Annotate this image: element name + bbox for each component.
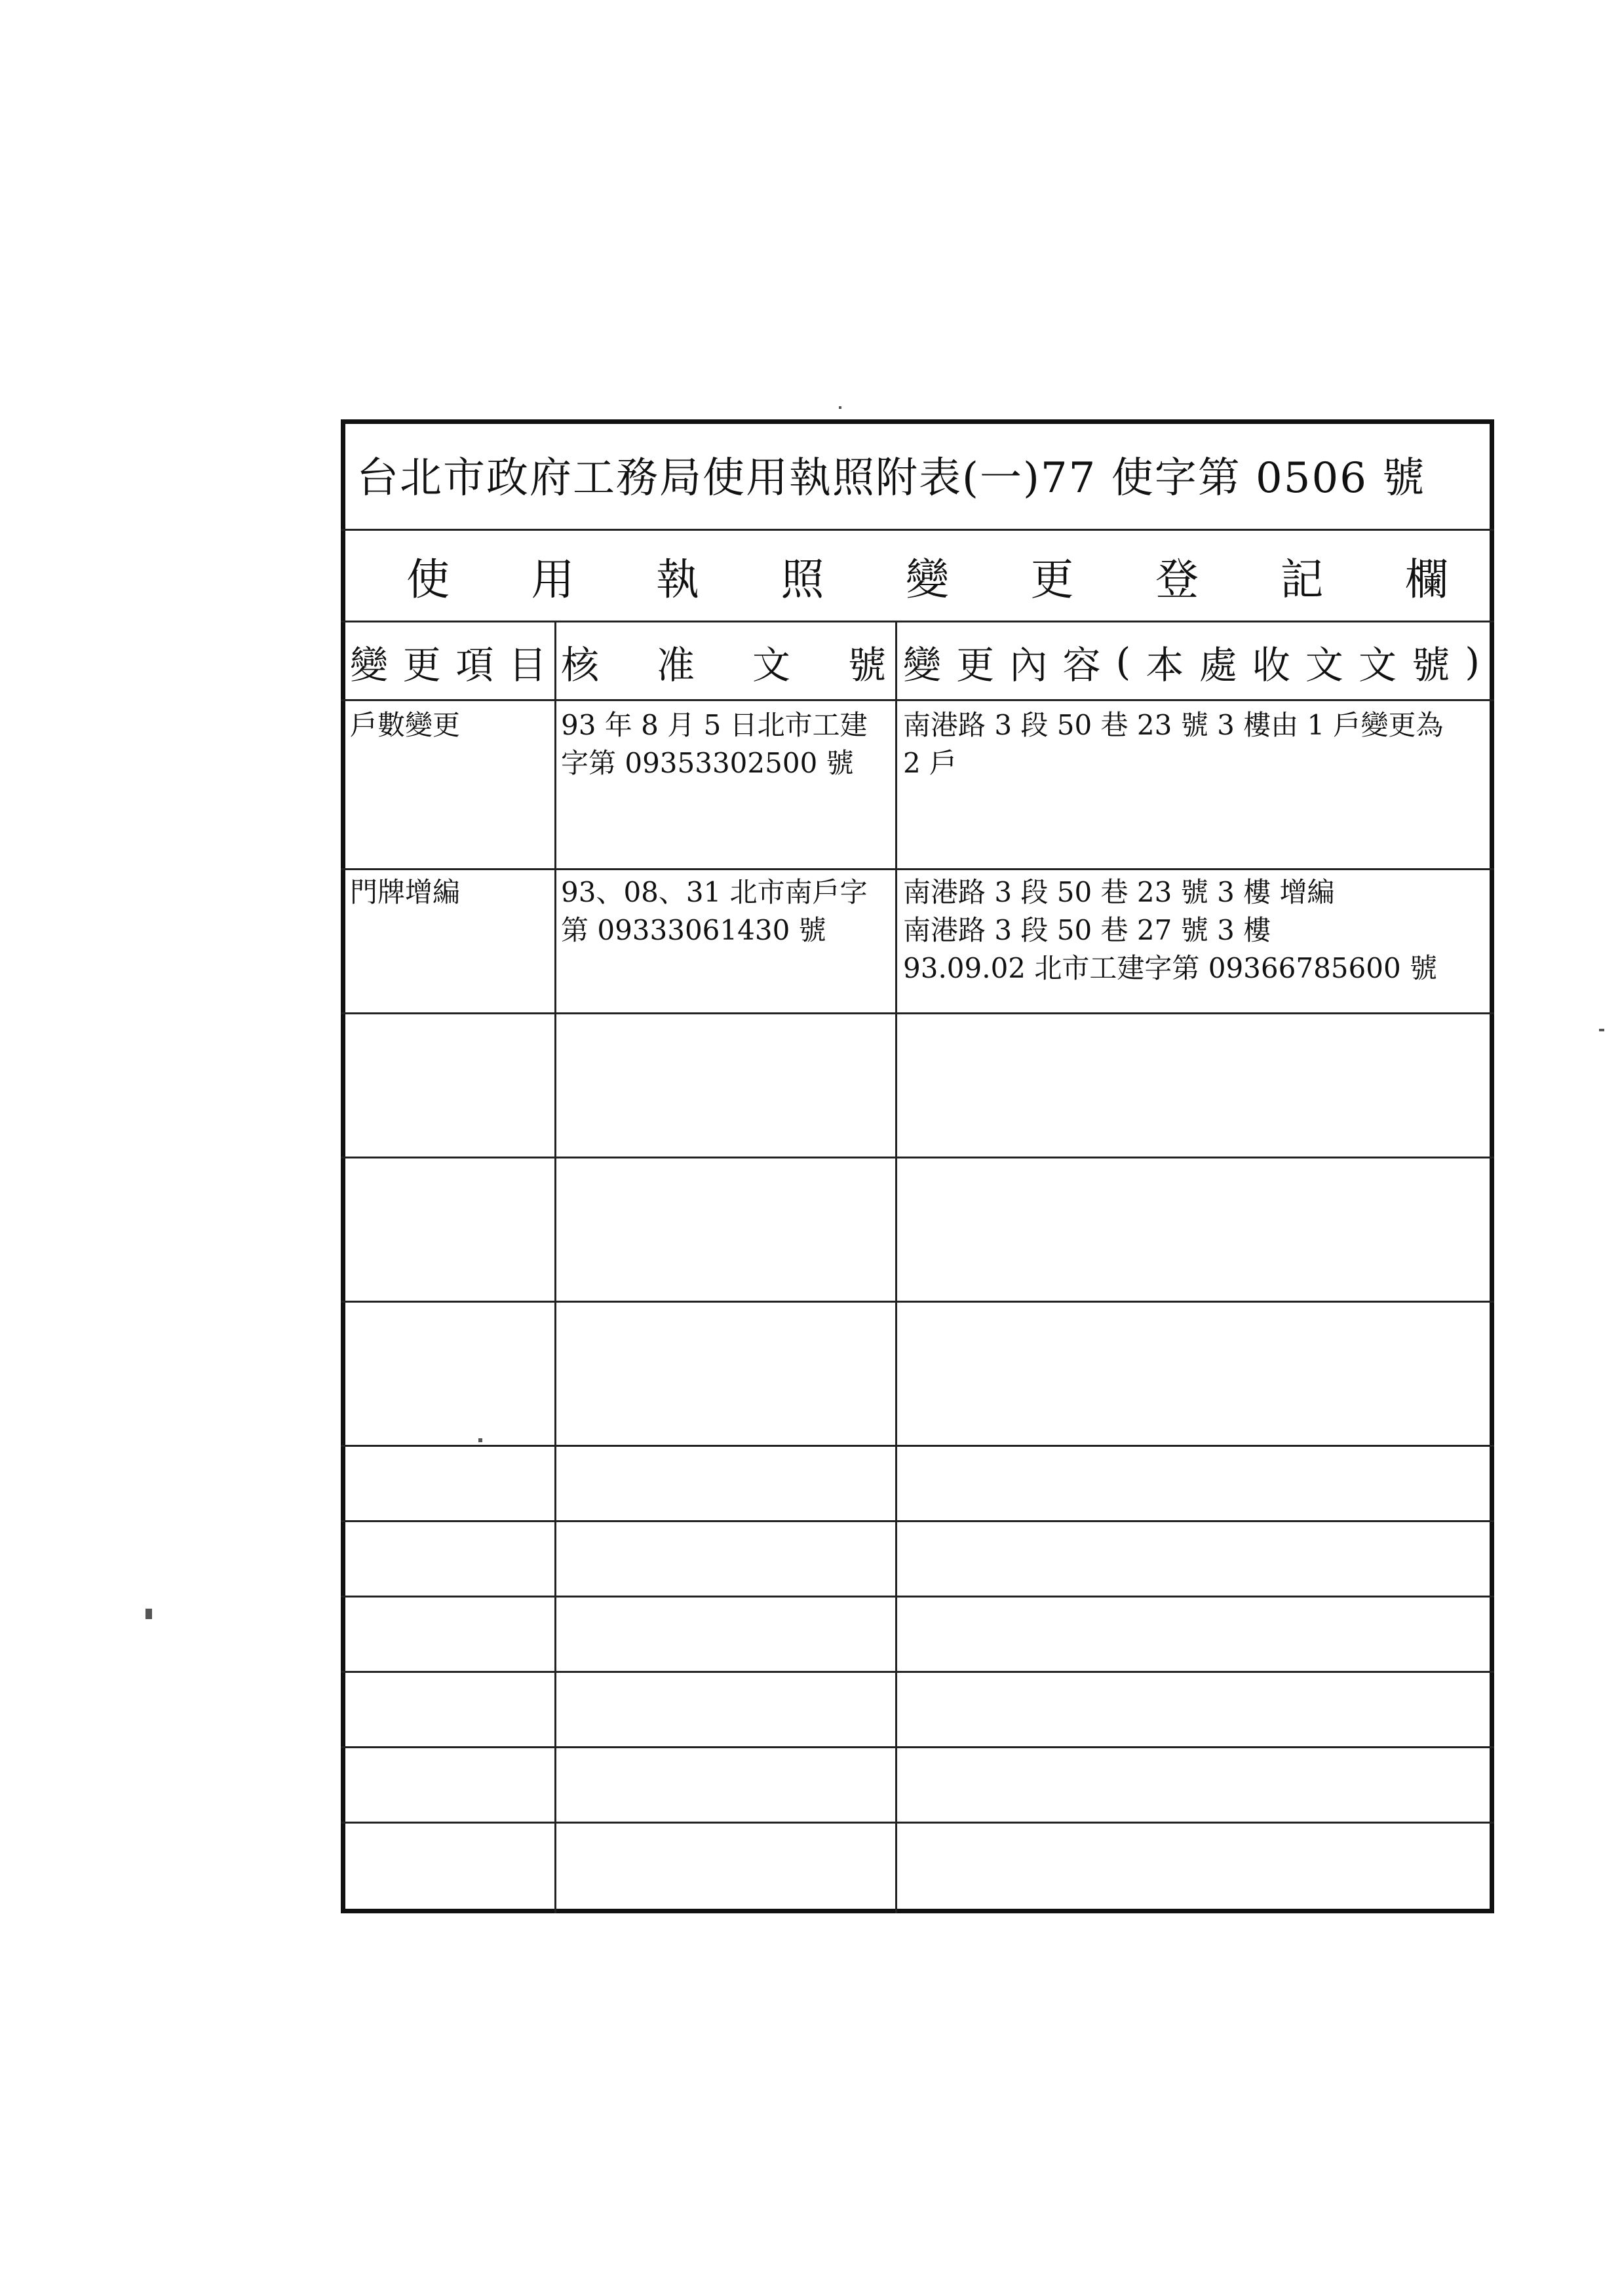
scan-mark xyxy=(1599,1029,1604,1031)
column-header-approval: 核 准 文 號 xyxy=(561,643,886,687)
column-header-content: 變 更 內 容 ( 本 處 收 文 文 號 ) xyxy=(903,640,1480,687)
column-divider xyxy=(895,622,897,1913)
scan-mark xyxy=(145,1609,152,1619)
table-cell-approval-line: 第 09333061430 號 xyxy=(561,914,826,946)
column-divider xyxy=(554,622,556,1913)
banner-char: 登 xyxy=(1155,554,1199,605)
column-header-item: 變 更 項 目 xyxy=(350,643,547,687)
row-divider xyxy=(341,1301,1494,1303)
table-cell-approval-line: 字第 09353302500 號 xyxy=(561,747,854,779)
row-divider xyxy=(341,1671,1494,1673)
document-title: 台北市政府工務局使用執照附表(一)77 使字第 0506 號 xyxy=(341,419,1494,531)
row-divider xyxy=(341,1012,1494,1014)
row-divider xyxy=(341,1520,1494,1522)
section-banner xyxy=(341,531,1494,622)
table-cell-item: 戶數變更 xyxy=(350,709,461,741)
row-divider xyxy=(341,1157,1494,1158)
banner-char: 更 xyxy=(1030,554,1074,605)
banner-char: 照 xyxy=(781,554,824,605)
license-annex-table xyxy=(341,419,1494,1913)
row-divider xyxy=(341,1596,1494,1598)
banner-char: 用 xyxy=(531,554,575,605)
table-cell-item: 門牌增編 xyxy=(350,876,461,908)
row-divider xyxy=(341,1822,1494,1824)
banner-char: 變 xyxy=(906,554,949,605)
table-cell-approval-line: 93、08、31 北市南戶字 xyxy=(561,876,868,908)
banner-char: 執 xyxy=(656,554,699,605)
table-cell-approval-line: 93 年 8 月 5 日北市工建 xyxy=(561,709,868,741)
table-cell-content-line: 南港路 3 段 50 巷 23 號 3 樓由 1 戶變更為 xyxy=(903,709,1444,741)
banner-char: 記 xyxy=(1280,554,1324,605)
row-divider xyxy=(341,1746,1494,1748)
banner-char: 欄 xyxy=(1405,554,1448,605)
scan-mark xyxy=(478,1438,482,1442)
banner-char: 使 xyxy=(406,554,450,605)
column-header-row xyxy=(341,622,1494,701)
table-cell-content-line: 93.09.02 北市工建字第 09366785600 號 xyxy=(903,952,1438,984)
scan-mark xyxy=(839,406,841,409)
table-cell-content-line: 南港路 3 段 50 巷 27 號 3 樓 xyxy=(903,914,1271,946)
row-divider xyxy=(341,868,1494,870)
table-cell-content-line: 2 戶 xyxy=(903,747,957,779)
row-divider xyxy=(341,1445,1494,1447)
table-cell-content-line: 南港路 3 段 50 巷 23 號 3 樓 增編 xyxy=(903,876,1335,908)
